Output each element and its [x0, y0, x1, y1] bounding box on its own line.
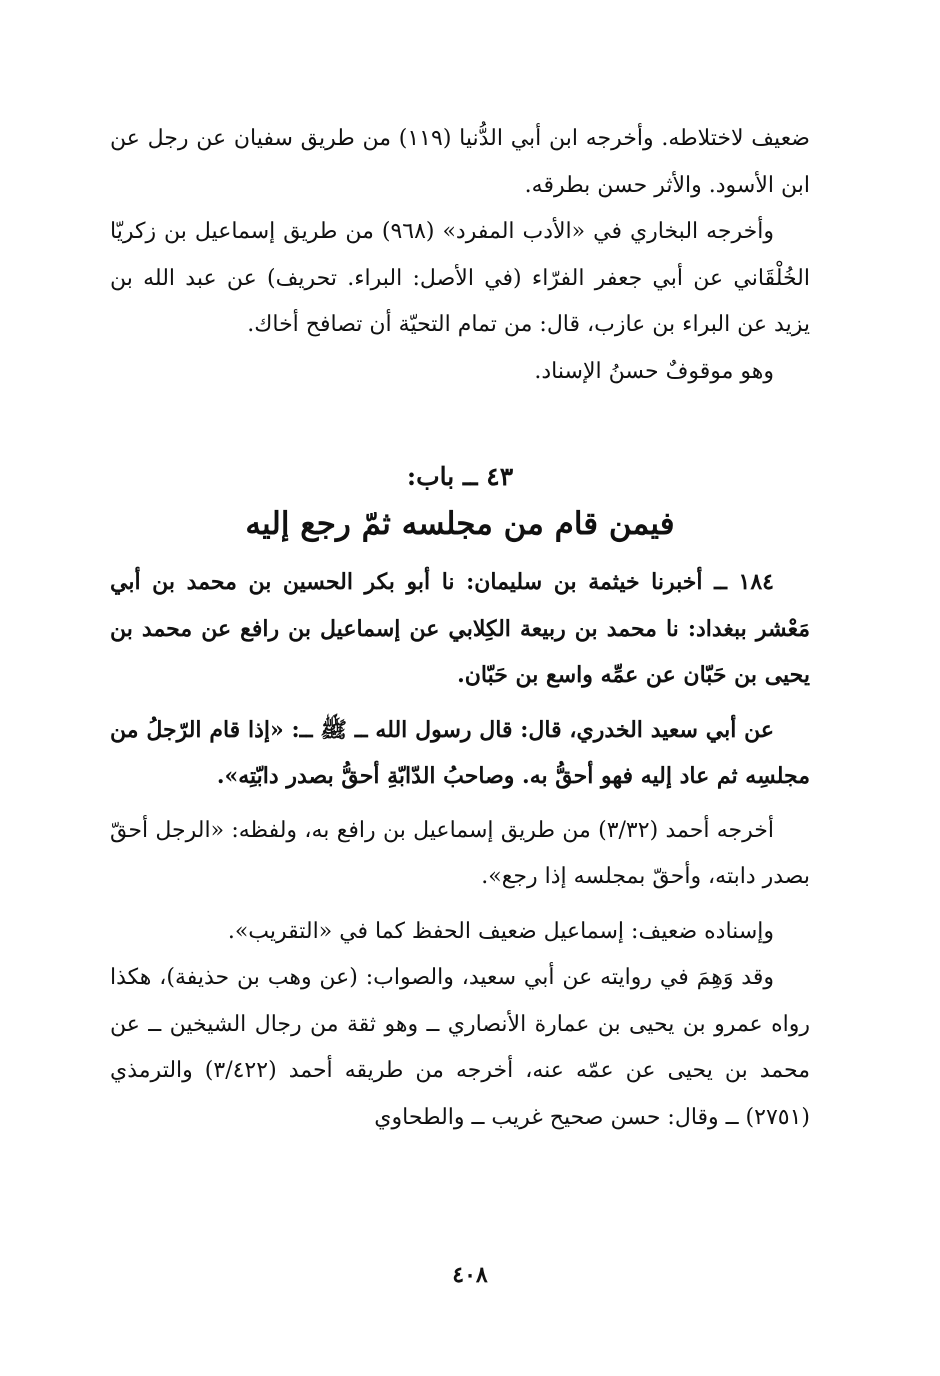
commentary-spacer-2	[110, 901, 810, 909]
paragraph-narrators-note: ضعيف لاختلاطه. وأخرجه ابن أبي الدُّنيا (١١٩) من طريق سفيان عن رجل عن ابن الأسود. والأثر حسن بطرقه.	[110, 126, 810, 198]
chapter-title: فيمن قام من مجلسه ثمّ رجع إليه	[245, 506, 675, 542]
page-body	[110, 116, 810, 1141]
hadith-text: عن أبي سعيد الخدري، قال: قال رسول الله ــ ﷺ ــ: «إذا قام الرّجلُ من مجلسِه ثم عاد إليه فهو أحقُّ به. وصاحبُ الدّابّةِ أحقُّ بصدر دابّتِه».	[110, 716, 810, 789]
title-spacer	[110, 551, 810, 559]
paragraph-bukhari-adab: وأخرجه البخاري في «الأدب المفرد» (٩٦٨) من طريق إسماعيل بن زكريّا الخُلْقَاني عن أبي جعفر الفرّاء (في الأصل: البراء. تحريف) عن عبد الله بن يزيد عن البراء بن عازب، قال: من تمام التحيّة أن تصافح أخاك.	[110, 219, 810, 337]
paragraph-ahmad-takhrij: أخرجه أحمد (٣/٣٢) من طريق إسماعيل بن رافع به، ولفظه: «الرجل أحقّ بصدر دابته، وأحقّ بمجلسه إذا رجع».	[110, 817, 810, 889]
paragraph-correction: وقد وَهِمَ في روايته عن أبي سعيد، والصواب: (عن وهب بن حذيفة)، هكذا رواه عمرو بن يحيى بن عمارة الأنصاري ــ وهو ثقة من رجال الشيخين ــ عن محمد بن يحيى عن عمّه عنه، أخرجه من طريقه أحمد (٣/٤٢٢) والترمذي (٢٧٥١) ــ وقال: حسن صحيح غريب ــ والطحاوي	[110, 965, 810, 1130]
hadith-chain: ١٨٤ ــ أخبرنا خيثمة بن سليمان: نا أبو بكر الحسين بن محمد بن أبي مَعْشر ببغداد: نا محمد بن ربيعة الكِلابي عن إسماعيل بن رافع عن محمد بن يحيى بن حَبّان عن عمِّه واسع بن حَبّان.	[110, 569, 810, 688]
chapter-number: ٤٣ ــ باب:	[406, 462, 514, 491]
commentary-spacer	[110, 800, 810, 808]
section-spacer	[110, 395, 810, 457]
paragraph-grading: وهو موقوفٌ حسنُ الإسناد.	[534, 358, 774, 384]
hadith-spacer	[110, 699, 810, 707]
page-number: ٤٠٨	[452, 1262, 488, 1288]
paragraph-isnad-weak: وإسناده ضعيف: إسماعيل ضعيف الحفظ كما في «التقريب».	[227, 918, 774, 944]
